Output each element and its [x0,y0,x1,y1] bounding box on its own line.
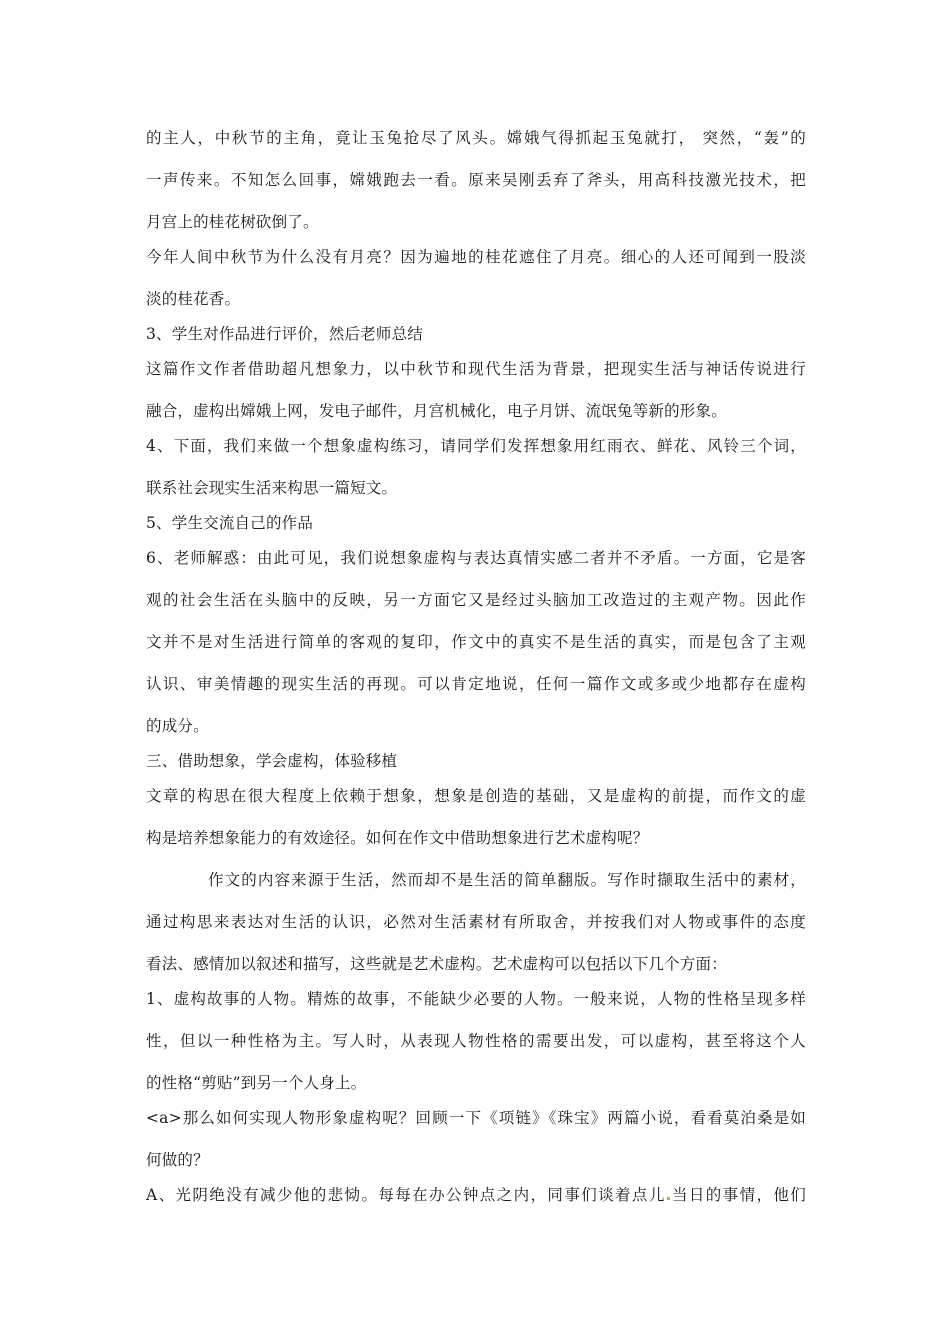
text-line: 融合，虚构出嫦娥上网，发电子邮件，月宫机械化，电子月饼、流氓兔等新的形象。 [146,402,727,420]
text-line: 构是培养想象能力的有效途径。如何在作文中借助想象进行艺术虚构呢？ [146,829,649,847]
text-segment: A、光阴绝没有减少他的悲恸。每每在办公钟点之内，同事们谈着点儿 [146,1186,666,1204]
text-line: 这篇作文作者借助超凡想象力，以中秋节和现代生活为背景，把现实生活与神话传说进行 [146,360,806,378]
section-heading: 5、学生交流自己的作品 [146,514,314,532]
text-line: 今年人间中秋节为什么没有月亮？因为遍地的桂花遮住了月亮。细心的人还可闻到一股淡 [146,248,806,266]
text-segment: 当日的事情，他们 [670,1186,806,1204]
text-line: 月宫上的桂花树砍倒了。 [146,213,319,231]
section-heading: 三、借助想象，学会虚构，体验移植 [146,752,398,770]
text-line: 看法、感情加以叙述和描写，这些就是艺术虚构。艺术虚构可以包括以下几个方面： [146,955,727,973]
text-line [146,1181,806,1209]
text-line: 性，但以一种性格为主。写人时，从表现人物性格的需要出发，可以虚构，甚至将这个人 [146,1032,806,1050]
document-page [146,124,806,1216]
text-line: 何做的？ [146,1151,209,1169]
text-line: 一声传来。不知怎么回事，嫦娥跑去一看。原来吴刚丢弃了斧头，用高科技激光技术，把 [146,171,806,189]
text-line: <a>那么如何实现人物形象虚构呢？回顾一下《项链》《珠宝》两篇小说，看看莫泊桑是如 [146,1109,806,1127]
text-line: 的成分。 [146,717,209,735]
text-line: 淡的桂花香。 [146,290,241,308]
section-heading: 3、学生对作品进行评价，然后老师总结 [146,325,423,343]
text-line: 认识、审美情趣的现实生活的再现。可以肯定地说，任何一篇作文或多或少地都存在虚构 [146,675,806,693]
text-line: 4、下面，我们来做一个想象虚构练习，请同学们发挥想象用红雨衣、鲜花、风铃三个词， [146,437,806,455]
highlight-mark [667,1197,670,1200]
text-line: 1、虚构故事的人物。精炼的故事，不能缺少必要的人物。一般来说，人物的性格呈现多样 [146,990,806,1008]
text-line: 文章的构思在很大程度上依赖于想象，想象是创造的基础，又是虚构的前提，而作文的虚 [146,787,806,805]
text-line: 作文的内容来源于生活，然而却不是生活的简单翻版。写作时撷取生活中的素材， [208,871,806,889]
text-line: 的主人，中秋节的主角，竟让玉兔抢尽了风头。嫦娥气得抓起玉兔就打， 突然，“轰”的 [146,129,806,147]
text-line: 的性格“剪贴”到另一个人身上。 [146,1074,367,1092]
text-line: 6、老师解惑：由此可见，我们说想象虚构与表达真情实感二者并不矛盾。一方面，它是客 [146,549,806,567]
text-line: 观的社会生活在头脑中的反映，另一方面它又是经过头脑加工改造过的主观产物。因此作 [146,591,806,609]
text-line: 文并不是对生活进行简单的客观的复印，作文中的真实不是生活的真实，而是包含了主观 [146,633,806,651]
text-line: 联系社会现实生活来构思一篇短文。 [146,479,398,497]
text-line: 通过构思来表达对生活的认识，必然对生活素材有所取舍，并按我们对人物或事件的态度 [146,913,806,931]
